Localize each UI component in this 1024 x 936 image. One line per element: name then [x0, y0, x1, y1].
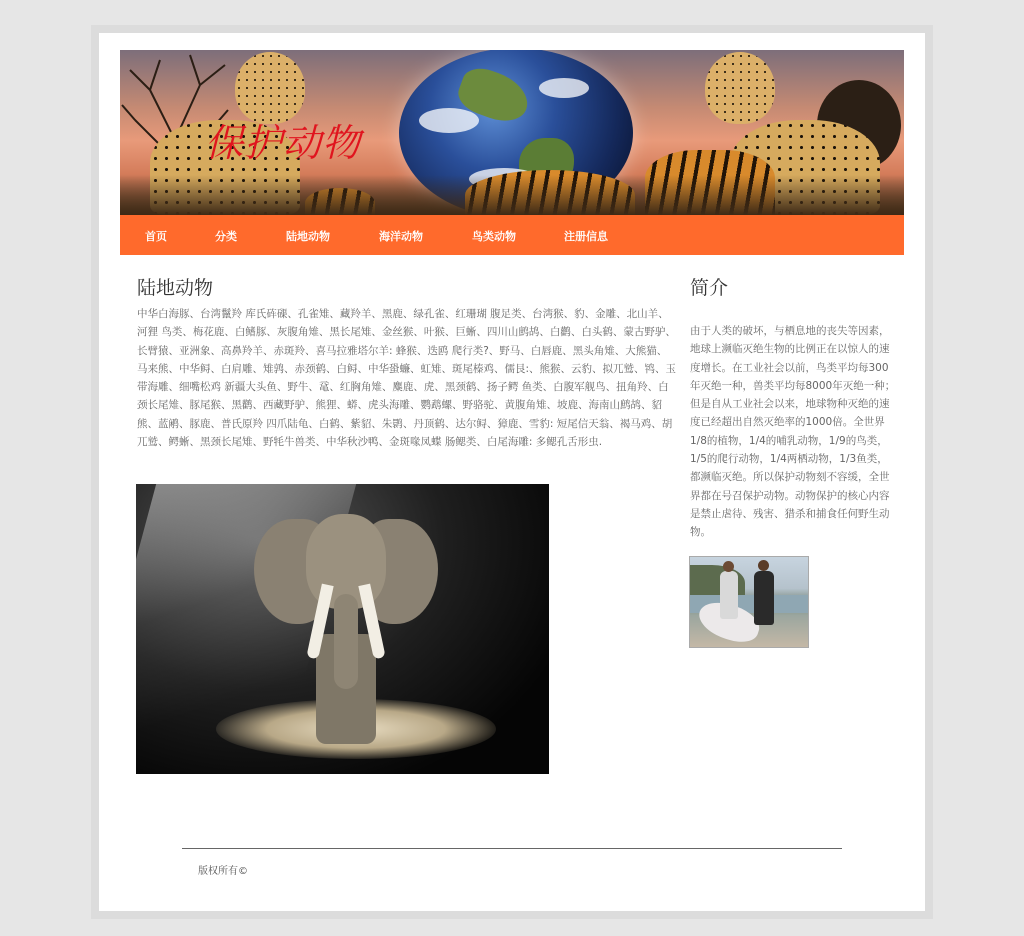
nav-item-register[interactable]: 注册信息	[564, 230, 608, 243]
footer-copyright: 版权所有©	[198, 866, 248, 877]
footer-divider	[182, 848, 842, 849]
site-logo-title: 保护动物	[205, 121, 362, 165]
sidebar-photo	[689, 556, 809, 648]
main-nav	[120, 215, 904, 255]
sidebar-title: 简介	[690, 277, 729, 299]
nav-item-land-animals[interactable]: 陆地动物	[286, 230, 330, 243]
main-section-text: 中华白海豚、台湾鬣羚 库氏砗磲、孔雀雉、藏羚羊、黑鹿、绿孔雀、红珊瑚 腹足类、台湾猴、豹、金雕、北山羊、河狸 鸟类、梅花鹿、白鳍豚、灰腹角雉、黑长尾雉、金丝猴、叶猴、巨蜥、四川山鹧鸪、白鹳、白头鹤、蒙古野驴、长臂猿、亚洲象、高鼻羚羊、赤斑羚、喜马拉雅塔尔羊: 蜂猴、迭鸥 爬行类?、野马、白唇鹿、黑头角雉、大熊猫、马来熊、中华鲟、白肩雕、雉鹑、赤颈鹤、白鲟、中华蛩蠊、虹雉、斑尾榛鸡、儒艮:、熊猴、云豹、拟兀鹫、鸨、玉带海雕、细嘴松鸡 新疆大头鱼、野牛、鼋、红胸角雉、麋鹿、虎、黑颈鹤、扬子鳄 鱼类、白腹军舰鸟、扭角羚、白颈长尾雉、豚尾猴、黑鹳、西藏野驴、熊狸、蟒、虎头海雕、鹦鹉螺、野骆驼、黄腹角雉、坡鹿、海南山鹧鸪、貂熊、蓝鹇、豚鹿、普氏原羚 四爪陆龟、白鹤、紫貂、朱鹮、丹顶鹤、达尔鲟、獐鹿、雪豹: 短尾信天翁、褐马鸡、胡兀鹫、鳄蜥、黑颈长尾雉、野牦牛兽类、中华秋沙鸭、金斑喙凤蝶 肠鳃类、白尾海雕: 多鳃孔舌形虫.	[137, 308, 677, 449]
nav-item-bird-animals[interactable]: 鸟类动物	[472, 230, 516, 243]
elephant-image	[136, 484, 549, 774]
nav-item-home[interactable]: 首页	[145, 230, 167, 243]
main-section-title: 陆地动物	[137, 277, 214, 299]
sidebar-text: 由于人类的破坏，与栖息地的丧失等因素，地球上濒临灭绝生物的比例正在以惊人的速度增长。在工业社会以前，鸟类平均每300年灭绝一种，兽类平均每8000年灭绝一种；但是自从工业社会以来，地球物种灭绝的速度已经超出自然灭绝率的1000倍。全世界1/8的植物，1/4的哺乳动物，1/9的鸟类，1/5的爬行动物，1/4两栖动物，1/3鱼类，都濒临灭绝。所以保护动物刻不容缓，全世界都在号召保护动物。动物保护的核心内容是禁止虐待、残害、猎杀和捕食任何野生动物。	[690, 325, 896, 539]
nav-item-marine-animals[interactable]: 海洋动物	[379, 230, 423, 243]
nav-item-category[interactable]: 分类	[215, 230, 237, 243]
